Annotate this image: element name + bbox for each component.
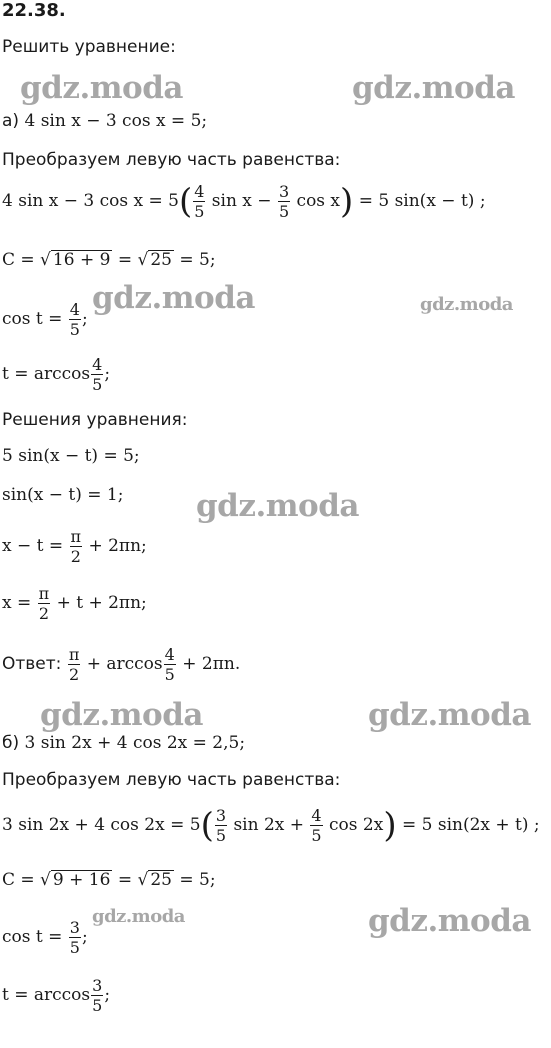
fraction: $\frac{\pi}{2}$ (70, 527, 82, 566)
watermark: gdz.moda (20, 70, 183, 106)
part-a-step-4: x = $\frac{\pi}{2}$ + t + 2πn; (2, 584, 147, 623)
sqrt-radicand: 25 (150, 250, 172, 270)
part-a-label: а) (2, 111, 20, 131)
part-b-t-line: t = arccos $\frac{3}{5}$ ; (2, 976, 111, 1015)
part-a-solutions-heading: Решения уравнения: (2, 410, 188, 430)
part-b-equation-text: 3 sin 2x + 4 cos 2x = 2,5; (24, 733, 246, 753)
fraction: $\frac{3}{5}$ (69, 918, 80, 957)
paren-open: ( (200, 805, 214, 846)
fraction: $\frac{\pi}{2}$ (38, 584, 50, 623)
part-a-step-2: sin(x − t) = 1; (2, 485, 124, 505)
sqrt-radicand: 9 + 16 (52, 870, 111, 890)
watermark: gdz.moda (196, 488, 359, 524)
paren-open: ( (178, 181, 193, 222)
fraction: $\frac{4}{5}$ (194, 182, 205, 221)
transform-lhs: 4 sin x − 3 cos x = 5 (2, 191, 179, 211)
fraction: $\frac{4}{5}$ (311, 806, 322, 845)
watermark: gdz.moda (368, 903, 531, 939)
fraction: $\frac{3}{5}$ (278, 182, 290, 221)
part-a-c-line: C = √ 16 + 9 = √ 25 = 5; (2, 250, 216, 270)
part-b-label: б) (2, 733, 20, 753)
part-a-equation (2, 111, 207, 131)
watermark: gdz.moda (92, 280, 255, 316)
watermark: gdz.moda (92, 906, 185, 927)
part-a-t-line: t = arccos $\frac{4}{5}$ ; (2, 355, 111, 394)
paren-close: ) (340, 181, 354, 222)
fraction: $\frac{4}{5}$ (164, 645, 175, 684)
transform-rhs: = 5 sin(x − t) ; (358, 191, 486, 211)
sqrt-radicand: 16 + 9 (52, 250, 111, 270)
fraction: $\frac{4}{5}$ (92, 355, 103, 394)
transform-end: cos 2x (329, 815, 384, 835)
watermark: gdz.moda (40, 697, 203, 733)
fraction: $\frac{4}{5}$ (69, 300, 80, 339)
answer-label: Ответ: (2, 654, 62, 674)
watermark: gdz.moda (420, 294, 513, 315)
watermark: gdz.moda (352, 70, 515, 106)
transform-rhs: = 5 sin(2x + t) ; (401, 815, 540, 835)
problem-number: 22.38. (2, 0, 66, 21)
part-a-answer: Ответ: $\frac{\pi}{2}$ + arccos $\frac{4}{5}$ + 2πn. (2, 645, 241, 684)
part-a-step-1: 5 sin(x − t) = 5; (2, 446, 140, 466)
transform-mid: sin x − (211, 191, 272, 211)
paren-close: ) (383, 805, 397, 846)
part-a-transform (2, 182, 486, 221)
part-b-equation (2, 733, 245, 753)
transform-lhs: 3 sin 2x + 4 cos 2x = 5 (2, 815, 201, 835)
part-b-transform (2, 806, 540, 845)
fraction: $\frac{\pi}{2}$ (68, 645, 80, 684)
fraction: $\frac{3}{5}$ (215, 806, 227, 845)
part-b-transform-heading: Преобразуем левую часть равенства: (2, 770, 341, 790)
task-text: Решить уравнение: (2, 37, 176, 57)
watermark: gdz.moda (368, 697, 531, 733)
part-b-cos-line: cos t = $\frac{3}{5}$ ; (2, 918, 88, 957)
part-a-transform-heading: Преобразуем левую часть равенства: (2, 150, 341, 170)
part-a-equation-text: 4 sin x − 3 cos x = 5; (24, 111, 208, 131)
transform-mid: sin 2x + (233, 815, 305, 835)
fraction: $\frac{3}{5}$ (92, 976, 103, 1015)
part-a-cos-line: cos t = $\frac{4}{5}$ ; (2, 300, 88, 339)
transform-end: cos x (296, 191, 341, 211)
part-b-c-line: C = √ 9 + 16 = √ 25 = 5; (2, 870, 216, 890)
sqrt-radicand: 25 (150, 870, 172, 890)
part-a-step-3: x − t = $\frac{\pi}{2}$ + 2πn; (2, 527, 147, 566)
